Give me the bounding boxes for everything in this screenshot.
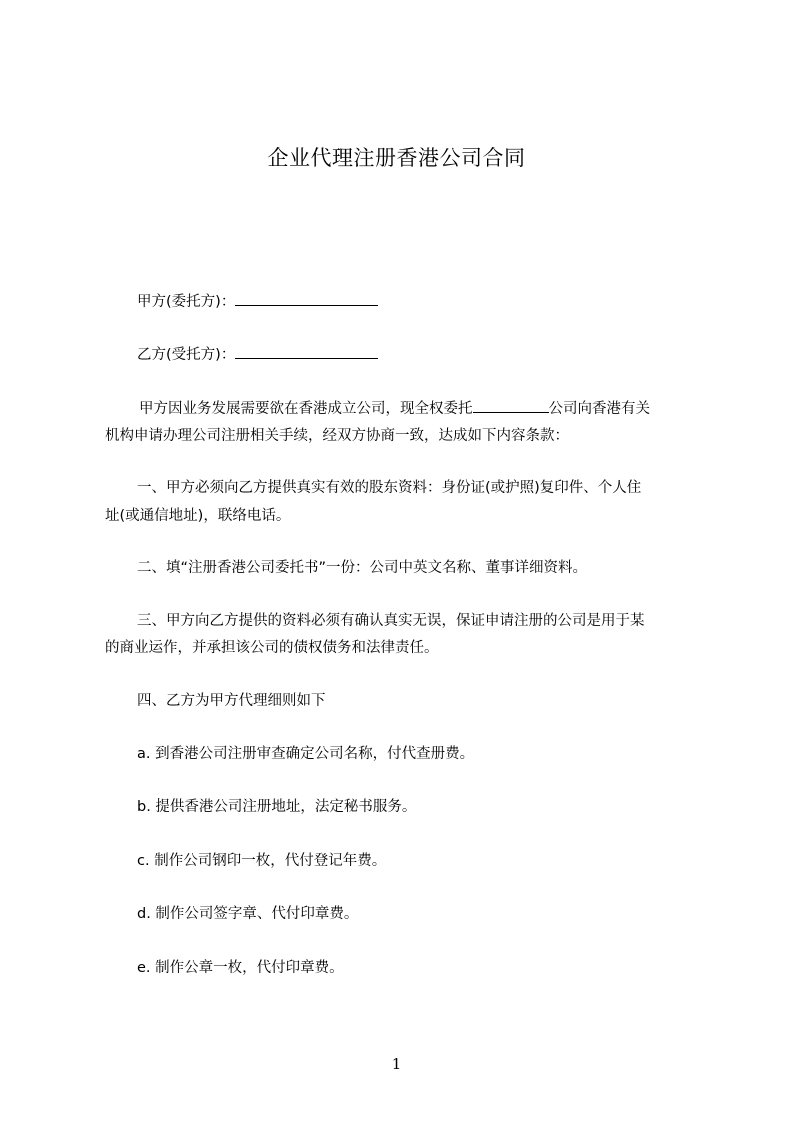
party-a-line [137, 291, 378, 312]
clause-3-line-2: 的商业运作，并承担该公司的债权债务和法律责任。 [105, 640, 439, 656]
document-title: 企业代理注册香港公司合同 [267, 146, 526, 170]
clause-2: 二、填“注册香港公司委托书”一份：公司中英文名称、董事详细资料。 [137, 560, 588, 576]
intro-line-1 [139, 398, 650, 419]
page-number: 1 [391, 1055, 402, 1073]
item-b: b. 提供香港公司注册地址，法定秘书服务。 [137, 799, 417, 815]
clause-3-line-1: 三、甲方向乙方提供的资料必须有确认真实无误，保证申请注册的公司是用于某 [137, 613, 645, 629]
party-a-blank [235, 291, 378, 306]
clause-1-line-2: 址(或通信地址)，联络电话。 [105, 508, 291, 524]
item-c: c. 制作公司钢印一枚，代付登记年费。 [137, 853, 387, 869]
item-a: a. 到香港公司注册审查确定公司名称，付代查册费。 [137, 746, 475, 762]
intro-line-1-b: 公司向香港有关 [548, 401, 650, 417]
party-b-blank [235, 344, 378, 359]
clause-1-line-1: 一、甲方必须向乙方提供真实有效的股东资料：身份证(或护照)复印件、个人住 [137, 480, 642, 496]
item-e: e. 制作公章一枚，代付印章费。 [137, 960, 344, 976]
party-a-label: 甲方(委托方)： [137, 294, 236, 310]
intro-line-1-a: 甲方因业务发展需要欲在香港成立公司，现全权委托 [139, 401, 473, 417]
clause-4: 四、乙方为甲方代理细则如下 [137, 693, 326, 709]
party-b-line [137, 344, 378, 365]
party-b-label: 乙方(受托方)： [137, 347, 236, 363]
item-d: d. 制作公司签字章、代付印章费。 [137, 906, 359, 922]
intro-line-2: 机构申请办理公司注册相关手续，经双方协商一致，达成如下内容条款： [105, 428, 569, 444]
agent-company-blank [473, 398, 549, 413]
